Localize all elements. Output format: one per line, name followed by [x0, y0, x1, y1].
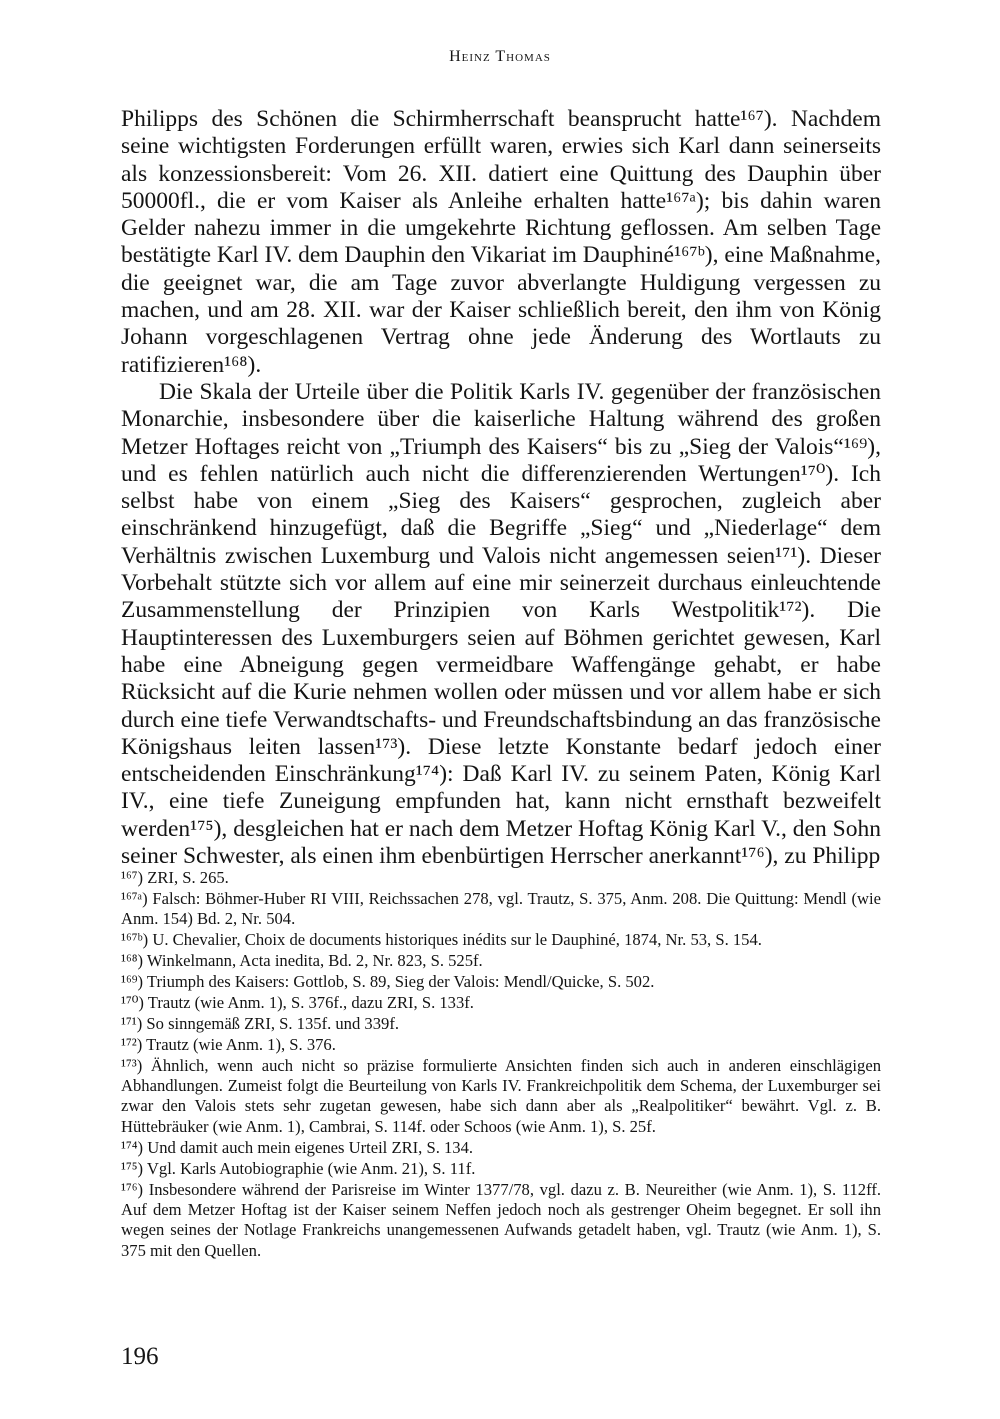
footnotes-section [121, 868, 881, 1262]
paragraph: Philipps des Schönen die Schirmherrschaft beansprucht hatte¹⁶⁷). Nachdem seine wichtigsten Forderungen erfüllt waren, erwies sich Karl dann seinerseits als konzessionsbereit: Vom 26. XII. datiert eine Quittung des Dauphin über 50000fl., die er vom Kaiser als Anleihe erhalten hatte¹⁶⁷ᵃ); bis dahin waren Gelder nahezu immer in die umgekehrte Richtung geflossen. Am selben Tage bestätigte Karl IV. dem Dauphin den Vikariat im Dauphiné¹⁶⁷ᵇ), eine Maßnahme, die geeignet war, die am Tage zuvor abverlangte Huldigung vergessen zu machen, und am 28. XII. war der Kaiser schließlich bereit, den ihm von König Johann vorgeschlagenen Vertrag ohne jede Änderung des Wortlauts zu ratifizieren¹⁶⁸). [121, 106, 881, 378]
footnote: ¹⁷²) Trautz (wie Anm. 1), S. 376. [121, 1034, 336, 1054]
footnote: ¹⁶⁷) ZRI, S. 265. [121, 868, 229, 887]
footnote: ¹⁶⁷ᵇ) U. Chevalier, Choix de documents historiques inédits sur le Dauphiné, 1874, Nr. 53, S. 154. [121, 930, 762, 950]
footnote: ¹⁷⁵) Vgl. Karls Autobiographie (wie Anm. 21), S. 11f. [121, 1158, 476, 1178]
footnote: ¹⁶⁷ᵃ) Falsch: Böhmer-Huber RI VIII, Reichssachen 278, vgl. Trautz, S. 375, Anm. 208. Die Quittung: Mendl (wie Anm. 154) Bd. 2, Nr. 504. [121, 888, 881, 929]
page-number: 196 [121, 1343, 159, 1370]
main-text [121, 106, 881, 870]
running-header: Heinz Thomas [449, 48, 551, 65]
footnote: ¹⁷⁶) Insbesondere während der Parisreise im Winter 1377/78, vgl. dazu z. B. Neureither (wie Anm. 1), S. 112ff. Auf dem Metzer Hoftag ist der Kaiser seinem Neffen jedoch noch als gestrenger Oheim begegnet. Er soll ihn wegen seines der Notlage Frankreichs unangemessenen Aufwands getadelt haben, vgl. Trautz (wie Anm. 1), S. 375 mit den Quellen. [121, 1179, 881, 1260]
footnote: ¹⁷⁴) Und damit auch mein eigenes Urteil ZRI, S. 134. [121, 1137, 474, 1157]
footnote: ¹⁷¹) So sinngemäß ZRI, S. 135f. und 339f. [121, 1013, 399, 1033]
footnote: ¹⁷³) Ähnlich, wenn auch nicht so präzise formulierte Ansichten finden sich auch in anderen einschlägigen Abhandlungen. Zumeist folgt die Beurteilung von Karls IV. Frankreichpolitik dem Schema, der Luxemburger sei zwar den Valois stets sehr zugetan gewesen, habe sich dann aber als „Realpolitiker“ bewährt. Vgl. z. B. Hüttebräuker (wie Anm. 1), Cambrai, S. 114f. oder Schoos (wie Anm. 1), S. 25f. [121, 1055, 881, 1136]
footnote: ¹⁶⁹) Triumph des Kaisers: Gottlob, S. 89, Sieg der Valois: Mendl/Quicke, S. 502. [121, 972, 655, 992]
footnote: ¹⁷⁰) Trautz (wie Anm. 1), S. 376f., dazu ZRI, S. 133f. [121, 992, 474, 1012]
footnote: ¹⁶⁸) Winkelmann, Acta inedita, Bd. 2, Nr. 823, S. 525f. [121, 951, 483, 971]
paragraph: Die Skala der Urteile über die Politik Karls IV. gegenüber der französischen Monarchie, insbesondere über die kaiserliche Haltung während des großen Metzer Hoftages reicht von „Triumph des Kaisers“ bis zu „Sieg der Valois“¹⁶⁹), und es fehlen natürlich auch nicht die differenzierenden Wertungen¹⁷⁰). Ich selbst habe von einem „Sieg des Kaisers“ gesprochen, zugleich aber einschränkend hinzugefügt, daß die Begriffe „Sieg“ und „Niederlage“ dem Verhältnis zwischen Luxemburg und Valois nicht angemessen seien¹⁷¹). Dieser Vorbehalt stützte sich vor allem auf eine mir seinerzeit durchaus einleuchtende Zusammenstellung der Prinzipien von Karls Westpolitik¹⁷²). Die Hauptinteressen des Luxemburgers seien auf Böhmen gerichtet gewesen, Karl habe eine Abneigung gegen vermeidbare Waffengänge gehabt, er habe Rücksicht auf die Kurie nehmen wollen oder müssen und vor allem habe er sich durch eine tiefe Verwandtschafts- und Freundschaftsbindung an das französische Königshaus leiten lassen¹⁷³). Diese letzte Konstante bedarf jedoch einer entscheidenden Einschränkung¹⁷⁴): Daß Karl IV. zu seinem Paten, König Karl IV., eine tiefe Zuneigung empfunden hat, kann nicht ernsthaft bezweifelt werden¹⁷⁵), desgleichen hat er nach dem Metzer Hoftag König Karl V., den Sohn seiner Schwester, als einen ihm ebenbürtigen Herrscher anerkannt¹⁷⁶), zu Philipp [121, 378, 881, 870]
